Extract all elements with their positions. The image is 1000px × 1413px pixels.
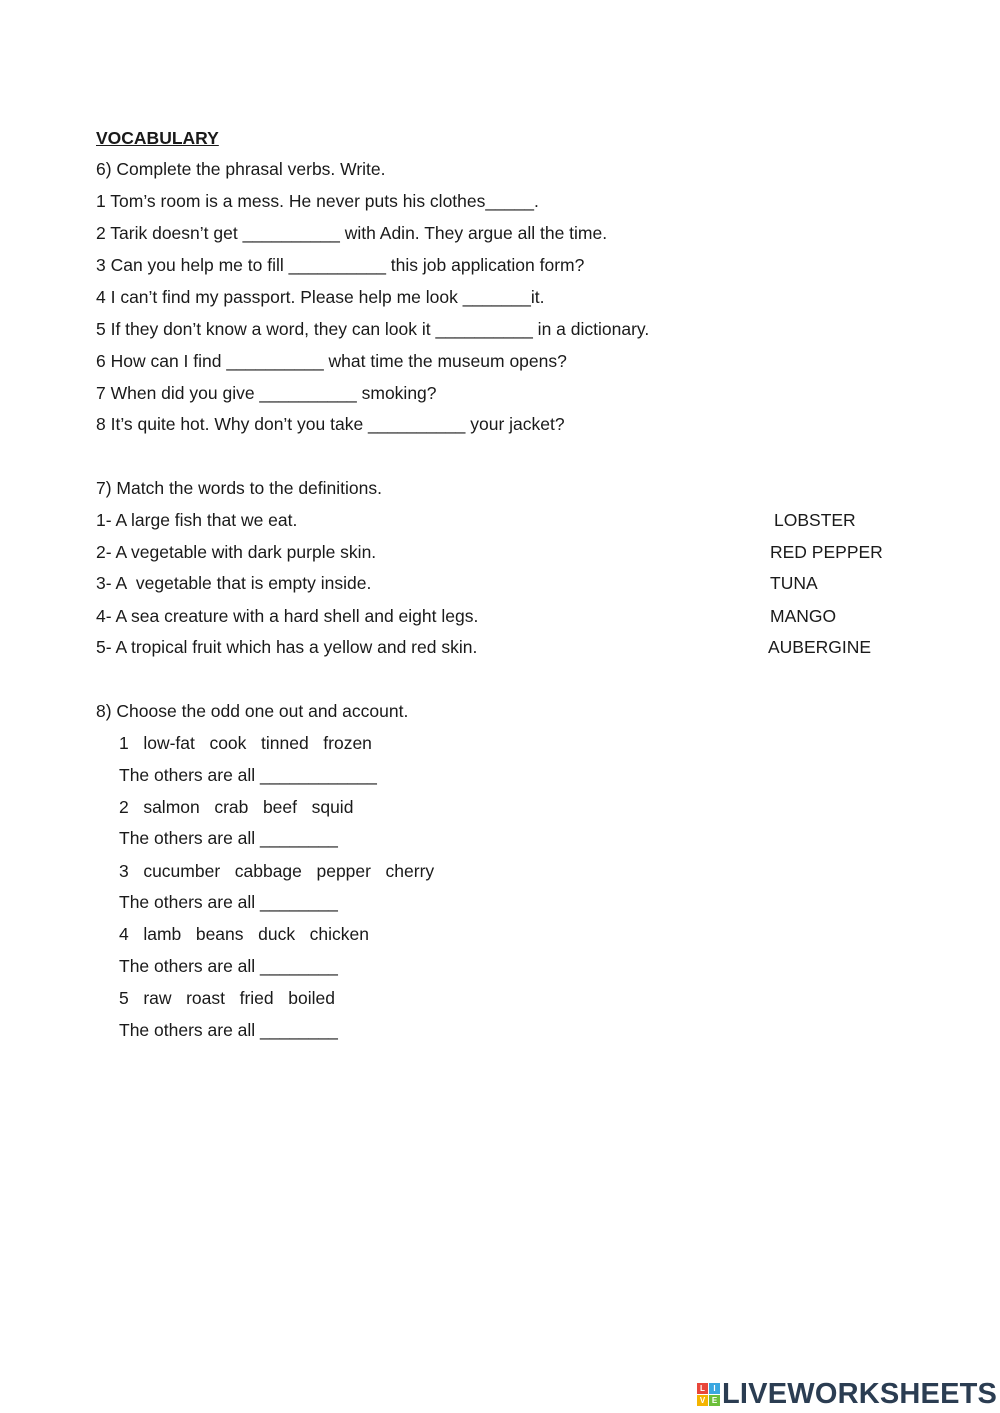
section8-words: 5 raw roast fried boiled (119, 988, 335, 1008)
section6-item: 5 If they don’t know a word, they can look it __________ in a dictionary. (96, 319, 650, 339)
section8-answer: The others are all ________ (119, 1020, 338, 1040)
section8-answer: The others are all ________ (119, 956, 338, 976)
logo-tile: I (709, 1383, 720, 1394)
section7-word: LOBSTER (774, 510, 856, 530)
section6-item: 3 Can you help me to fill __________ this job application form? (96, 255, 585, 275)
section8-instruction: 8) Choose the odd one out and account. (96, 701, 409, 721)
section7-word: MANGO (770, 606, 837, 626)
section8-words: 4 lamb beans duck chicken (119, 924, 369, 944)
section8-answer: The others are all ____________ (119, 765, 377, 785)
section6-item: 6 How can I find __________ what time the museum opens? (96, 351, 567, 371)
section8-words: 1 low-fat cook tinned frozen (119, 733, 372, 753)
section7-definition: 1- A large fish that we eat. (96, 510, 298, 530)
page-title: VOCABULARY (96, 128, 219, 148)
logo-tiles-icon (697, 1383, 720, 1406)
section6-item: 4 I can’t find my passport. Please help me look _______it. (96, 287, 545, 307)
section8-answer: The others are all ________ (119, 892, 338, 912)
logo-text: LIVEWORKSHEETS (722, 1378, 998, 1410)
section6-instruction: 6) Complete the phrasal verbs. Write. (96, 159, 386, 179)
section7-definition: 4- A sea creature with a hard shell and eight legs. (96, 606, 479, 626)
section6-item: 8 It’s quite hot. Why don’t you take __________ your jacket? (96, 414, 565, 434)
logo-tile: V (697, 1395, 708, 1406)
section7-word: RED PEPPER (770, 542, 883, 562)
section7-definition: 5- A tropical fruit which has a yellow and red skin. (96, 637, 478, 657)
section6-item: 7 When did you give __________ smoking? (96, 383, 437, 403)
section6-item: 2 Tarik doesn’t get __________ with Adin. They argue all the time. (96, 223, 608, 243)
section6-item: 1 Tom’s room is a mess. He never puts his clothes_____. (96, 191, 539, 211)
section8-words: 2 salmon crab beef squid (119, 797, 354, 817)
logo-tile: E (709, 1395, 720, 1406)
section7-definition: 3- A vegetable that is empty inside. (96, 573, 372, 593)
logo-tile: L (697, 1383, 708, 1394)
section8-answer: The others are all ________ (119, 828, 338, 848)
section7-word: TUNA (770, 573, 818, 593)
section7-instruction: 7) Match the words to the definitions. (96, 478, 382, 498)
section7-definition: 2- A vegetable with dark purple skin. (96, 542, 377, 562)
liveworksheets-logo (697, 1377, 997, 1411)
section7-word: AUBERGINE (768, 637, 872, 657)
section8-words: 3 cucumber cabbage pepper cherry (119, 861, 435, 881)
